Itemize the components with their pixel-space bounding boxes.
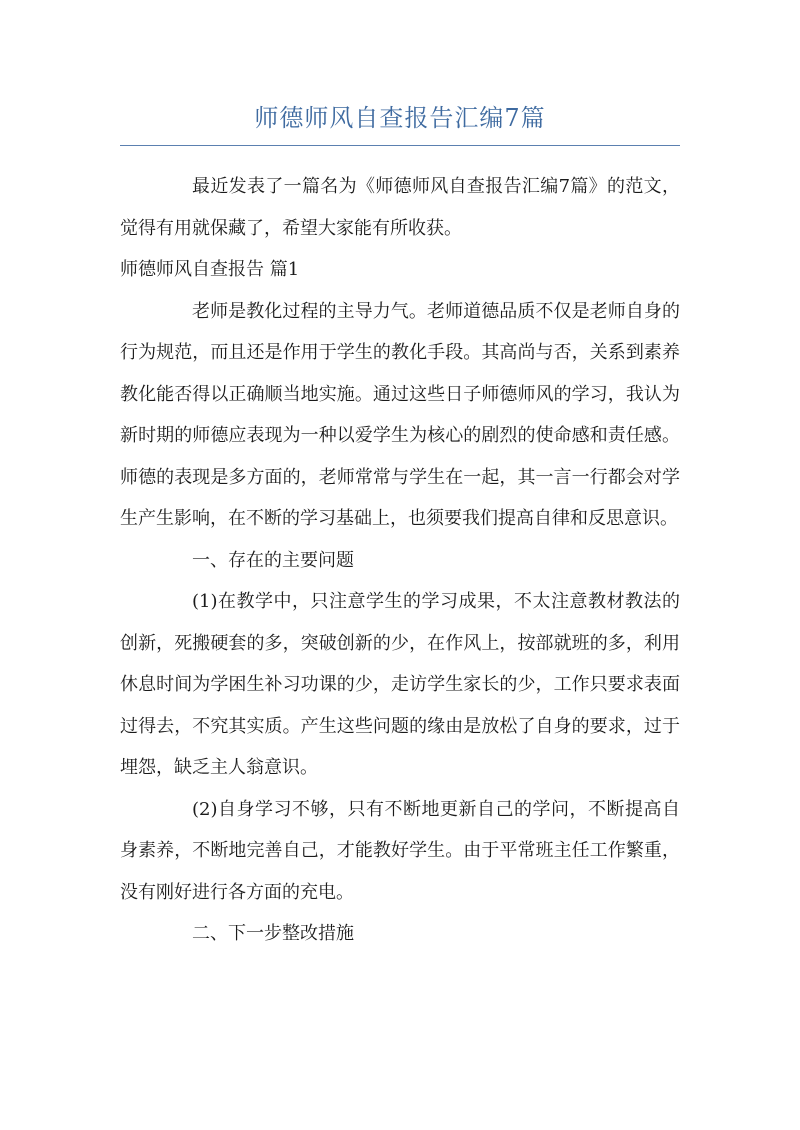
subheading-problems: 一、存在的主要问题 (192, 549, 354, 571)
paragraph-1: 老师是教化过程的主导力气。老师道德品质不仅是老师自身的行为规范，而且还是作用于学生的教化手段。其高尚与否，关系到素养教化能否得以正确顺当地实施。通过这些日子师德师风的学习，我认为新时期的师德应表现为一种以爱学生为核心的剧烈的使命感和责任感。师德的表现是多方面的，老师常常与学生在一起，其一言一行都会对学生产生影响，在不断的学习基础上，也须要我们提高自律和反思意识。 (120, 300, 680, 529)
document-body (120, 166, 680, 955)
section-heading: 师德师风自查报告 篇1 (120, 259, 300, 280)
subheading-measures: 二、下一步整改措施 (192, 923, 354, 944)
title-underline (120, 145, 680, 146)
document-title: 师德师风自查报告汇编7篇 (254, 104, 546, 132)
intro-paragraph: 最近发表了一篇名为《师德师风自查报告汇编7篇》的范文，觉得有用就保藏了，希望大家能有所收获。 (120, 176, 680, 239)
paragraph-2: (1)在教学中，只注意学生的学习成果，不太注意教材教法的创新，死搬硬套的多，突破创新的少，在作风上，按部就班的多，利用休息时间为学困生补习功课的少，走访学生家长的少，工作只要求表面过得去，不究其实质。产生这些问题的缘由是放松了自身的要求，过于埋怨，缺乏主人翁意识。 (120, 591, 680, 778)
paragraph-3: (2)自身学习不够，只有不断地更新自己的学问，不断提高自身素养，不断地完善自己，才能教好学生。由于平常班主任工作繁重，没有刚好进行各方面的充电。 (120, 798, 680, 903)
